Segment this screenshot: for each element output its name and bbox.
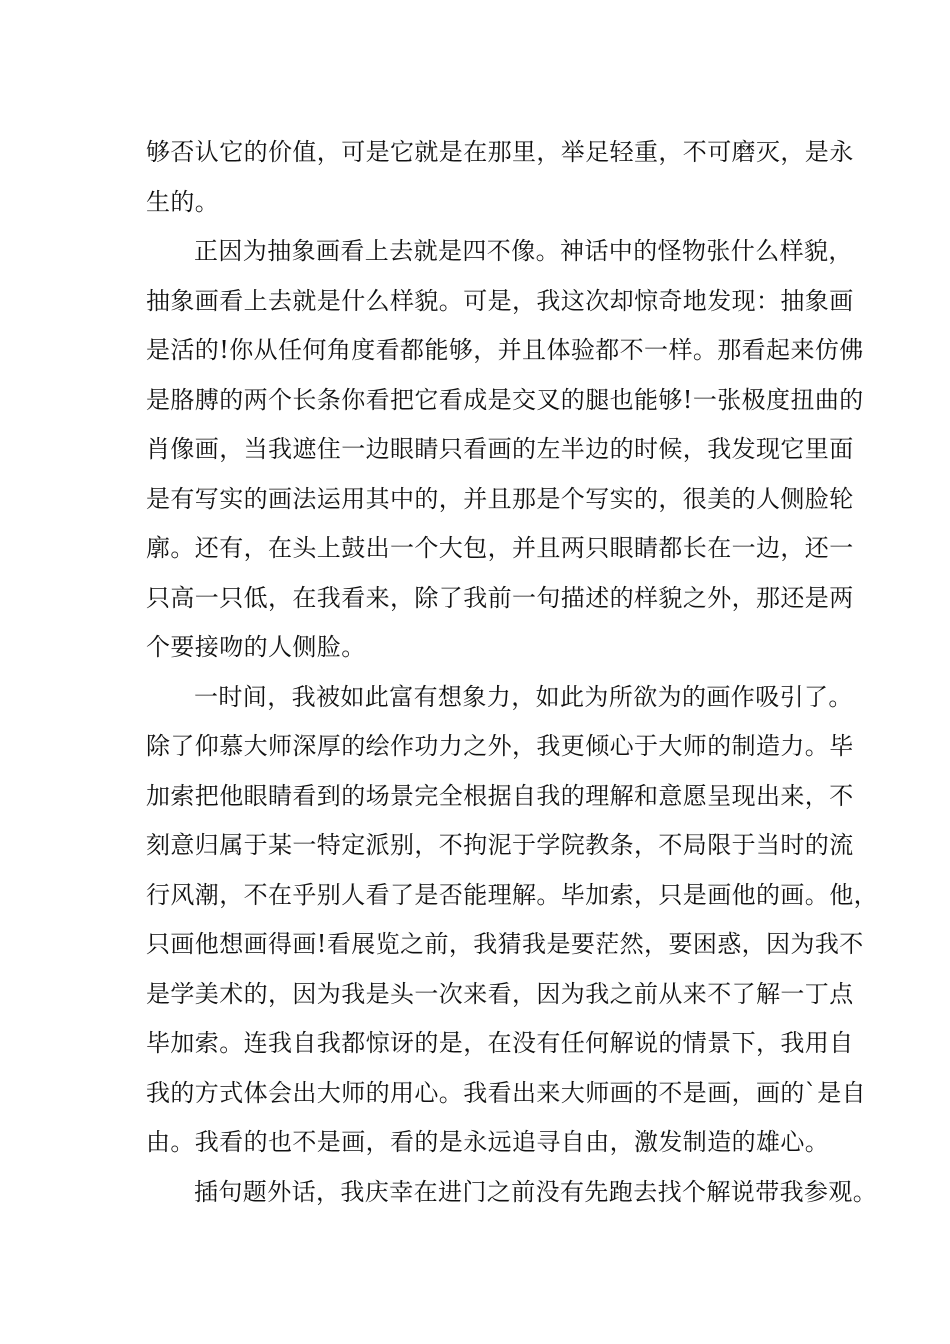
text-line: 只高一只低，在我看来，除了我前一句描述的样貌之外，那还是两 — [146, 583, 854, 612]
text-line: 由。我看的也不是画，看的是永远追寻自由，激发制造的雄心。 — [146, 1128, 830, 1156]
text-line: 是有写实的画法运用其中的，并且那是个写实的，很美的人侧脸轮 — [146, 484, 854, 513]
text-line: 毕加索。连我自我都惊讶的是，在没有任何解说的情景下，我用自 — [146, 1029, 854, 1057]
text-line: 除了仰慕大师深厚的绘作功力之外，我更倾心于大师的制造力。毕 — [146, 732, 854, 760]
text-line: 肖像画，当我遮住一边眼睛只看画的左半边的时候，我发现它里面 — [146, 435, 854, 463]
text-line: 廓。还有，在头上鼓出一个大包，并且两只眼睛都长在一边，还一 — [146, 534, 854, 562]
text-line: 只画他想画得画!看展览之前，我猜我是要茫然，要困惑，因为我不 — [146, 930, 864, 958]
paragraph — [146, 128, 854, 227]
paragraph — [146, 1168, 878, 1218]
paragraph — [146, 227, 864, 673]
text-line: 行风潮，不在乎别人看了是否能理解。毕加索，只是画他的画。他， — [146, 880, 878, 909]
text-line: 是胳膊的两个长条你看把它看成是交叉的腿也能够!一张极度扭曲的 — [146, 385, 864, 414]
text-line: 加索把他眼睛看到的场景完全根据自我的理解和意愿呈现出来，不 — [146, 781, 854, 810]
paragraph — [146, 673, 878, 1168]
text-line: 我的方式体会出大师的用心。我看出来大师画的不是画，画的`是自 — [146, 1078, 866, 1107]
text-line: 刻意归属于某一特定派别，不拘泥于学院教条，不局限于当时的流 — [146, 831, 854, 859]
text-line: 一时间，我被如此富有想象力，如此为所欲为的画作吸引了。 — [194, 682, 853, 711]
document-body — [146, 128, 878, 1217]
text-line: 抽象画看上去就是什么样貌。可是，我这次却惊奇地发现：抽象画 — [146, 286, 854, 315]
text-line: 插句题外话，我庆幸在进门之前没有先跑去找个解说带我参观。 — [194, 1177, 878, 1206]
text-line: 够否认它的价值，可是它就是在那里，举足轻重，不可磨灭，是永 — [146, 138, 854, 166]
text-line: 个要接吻的人侧脸。 — [146, 633, 366, 661]
text-line: 生的。 — [146, 187, 220, 216]
text-line: 是活的!你从任何角度看都能够，并且体验都不一样。那看起来仿佛 — [146, 336, 864, 364]
text-line: 是学美术的，因为我是头一次来看，因为我之前从来不了解一丁点 — [146, 979, 854, 1008]
text-line: 正因为抽象画看上去就是四不像。神话中的怪物张什么样貌， — [194, 237, 853, 265]
